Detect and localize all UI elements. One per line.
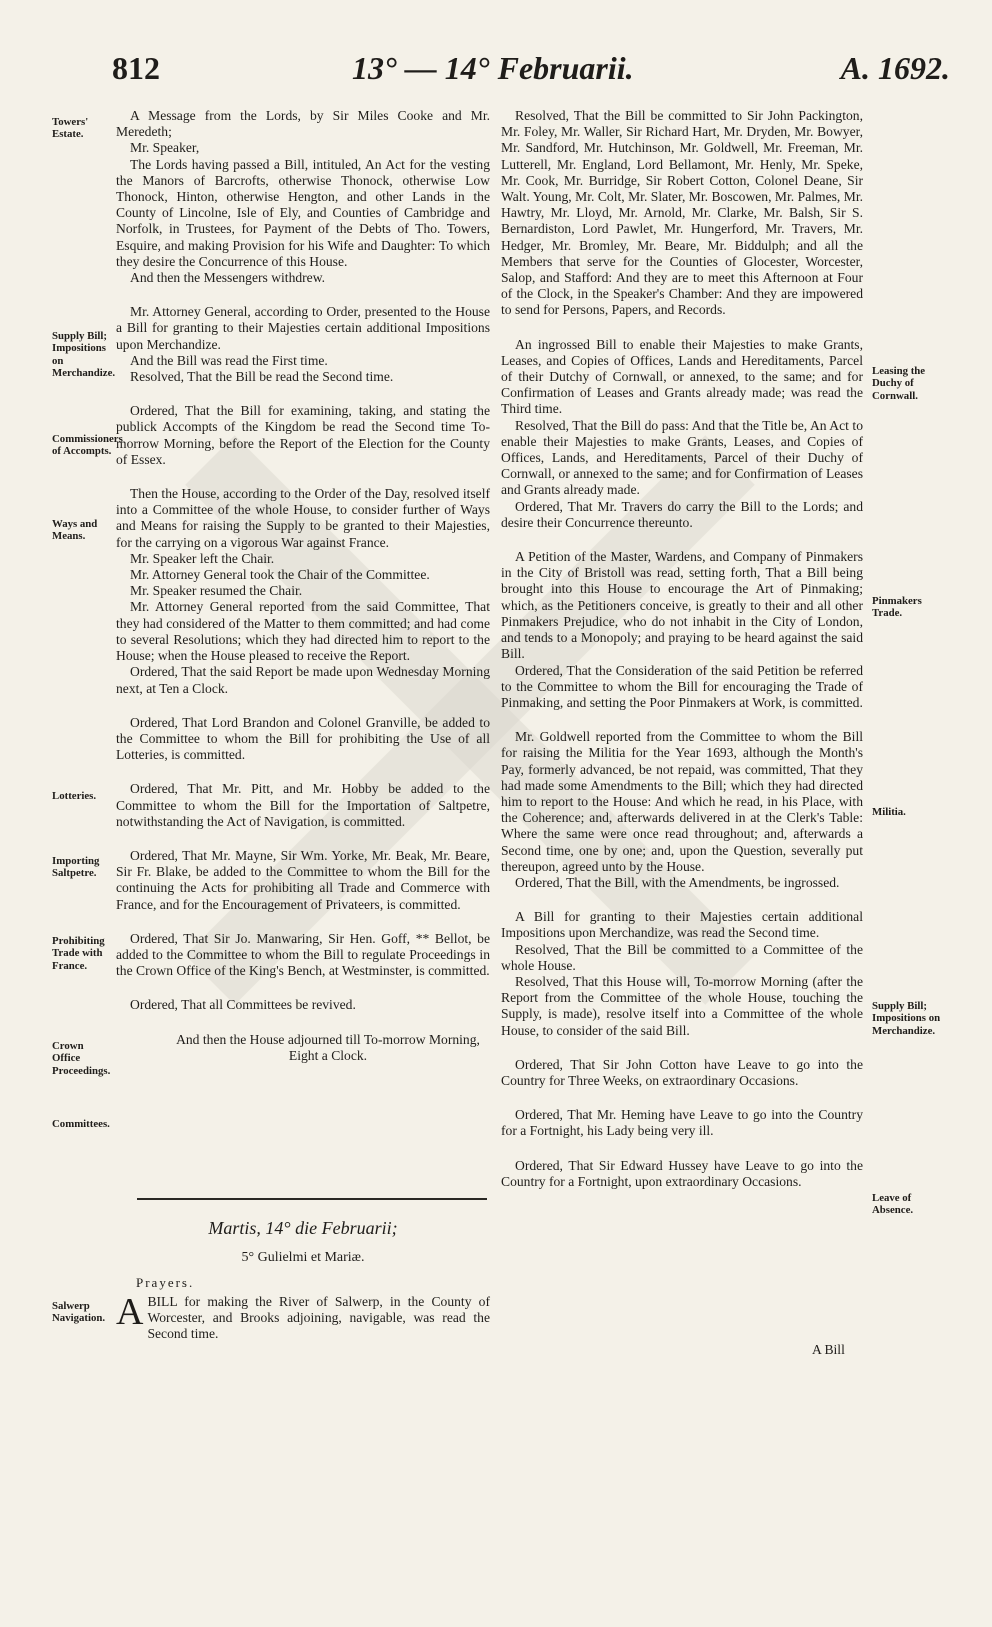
paragraph: Then the House, according to the Order of the Day, resolved itself into a Committee of the whole House, to consider further of Ways and Means for raising the Supply to be granted to their Majesties, for the carrying on a vigorous War against France. bbox=[116, 486, 490, 550]
entry-towers-estate bbox=[116, 108, 490, 286]
margin-note: Leave of Absence. bbox=[872, 1192, 914, 1217]
margin-note: Supply Bill; Impositions on Merchandize. bbox=[52, 330, 116, 380]
paragraph: Mr. Speaker left the Chair. bbox=[130, 550, 275, 566]
paragraph: Ordered, That the Consideration of the said Petition be referred to the Committee to whom the Bill for encouraging the Trade of Pinmaking, and setting the Poor Pinmakers at Work, is committed. bbox=[501, 662, 863, 710]
paragraph: Ordered, That Mr. Heming have Leave to go into the Country for a Fortnight, his Lady being very ill. bbox=[501, 1107, 863, 1139]
margin-note: Crown Office Proceedings. bbox=[52, 1040, 111, 1077]
paragraph: Resolved, That the Bill do pass: And that the Title be, An Act to enable their Majesties to make Grants, Leases, and Copies of Offices, Lands, and Hereditaments, Parcel of their Duchy of Cornwall, or annexed to the same; and for Confirmation of Leases and Grants already made. bbox=[501, 417, 863, 498]
page-number: 812 bbox=[112, 50, 160, 86]
paragraph: Ordered, That Mr. Pitt, and Mr. Hobby be added to the Committee to whom the Bill for the Importation of Saltpetre, notwithstanding the Act of Navigation, is committed. bbox=[116, 781, 490, 829]
paragraph: Resolved, That this House will, To-morrow Morning (after the Report from the Committee of the whole House, touching the Supply, is made), resolve itself into a Committee of the whole House, to consider of the said Bill. bbox=[501, 973, 863, 1038]
entry-saltpetre bbox=[116, 781, 490, 830]
margin-note: Committees. bbox=[52, 1118, 110, 1130]
drop-cap: A bbox=[116, 1291, 144, 1333]
entry-adjourn bbox=[116, 1032, 490, 1064]
paragraph: Ordered, That Lord Brandon and Colonel Granville, be added to the Committee to whom the Bill for prohibiting the Use of all Lotteries, is committed. bbox=[116, 714, 490, 763]
paragraph: Ordered, That the Bill, with the Amendments, be ingrossed. bbox=[515, 874, 840, 890]
entry-leave-hussey bbox=[501, 1158, 863, 1190]
page-header bbox=[0, 50, 992, 100]
margin-note: Militia. bbox=[872, 806, 906, 818]
paragraph: Mr. Speaker, bbox=[130, 140, 200, 156]
margin-note: Ways and Means. bbox=[52, 518, 98, 543]
right-column bbox=[501, 108, 863, 1208]
paragraph: And the Bill was read the First time. bbox=[130, 352, 328, 368]
margin-note: Commissioners of Accompts. bbox=[52, 433, 123, 458]
paragraph: Ordered, That Mr. Mayne, Sir Wm. Yorke, Mr. Beak, Mr. Beare, Sir Fr. Blake, be added to the Committee to whom the Bill for the continuing the Acts for prohibiting all Trade and Commerce with France, and for the Encouragement of Privateers, is committed. bbox=[116, 847, 490, 912]
margin-note: Salwerp Navigation. bbox=[52, 1300, 106, 1325]
header-date: 13° — 14° Februarii. bbox=[352, 50, 634, 86]
entry-leave-cotton bbox=[501, 1057, 863, 1089]
margin-note: Prohibiting Trade with France. bbox=[52, 935, 105, 972]
entry-leave-heming bbox=[501, 1107, 863, 1139]
entry-france-trade bbox=[116, 848, 490, 913]
margin-note: Supply Bill; Impositions on Merchandize. bbox=[872, 1000, 941, 1037]
prayers-heading: Prayers. bbox=[136, 1275, 195, 1290]
paragraph: An ingrossed Bill to enable their Majesties to make Grants, Leases, and Copies of Offices, Lands and Hereditaments, Parcel of their Dutchy of Cornwall, or annexed, to the same; and for Confirmation of Leases and Grants already made; was read the Third time. bbox=[501, 336, 863, 417]
paragraph: Ordered, That Sir John Cotton have Leave to go into the Country for Three Weeks, on extraordinary Occasions. bbox=[501, 1056, 863, 1088]
entry-militia bbox=[501, 729, 863, 891]
entry-lotteries bbox=[116, 715, 490, 764]
regnal-year: 5° Gulielmi et Mariæ. bbox=[241, 1250, 365, 1265]
paragraph: Ordered, That the Bill for examining, taking, and stating the publick Accompts of the Kingdom be read the Second time To-morrow Morning, before the Report of the Election for the County of Essex. bbox=[116, 403, 490, 467]
paragraph: A Bill for granting to their Majesties certain additional Impositions upon Merchandize, was read the Second time. bbox=[501, 909, 863, 941]
paragraph: Resolved, That the Bill be read the Second time. bbox=[130, 369, 394, 385]
margin-note: Pinmakers Trade. bbox=[872, 595, 922, 620]
header-year: A. 1692. bbox=[840, 50, 950, 86]
paragraph: Mr. Goldwell reported from the Committee to whom the Bill for raising the Militia for the Year 1693, although the Month's Pay, formerly advanced, be not repaid, was committed, That they had made some Amendments to the Bill; which they had directed him to report to the House: And which he read, in his Place, with the Coherence; and, afterwards delivered in at the Clerk's Table: Where the same were once read throughout; and, afterwards a Second time, one by one; and, upon the Question, severally put thereupon, agreed unto by the House. bbox=[501, 729, 863, 874]
entry-committees bbox=[116, 997, 490, 1013]
paragraph: The Lords having passed a Bill, intituled, An Act for the vesting the Manors of Barcrofts, otherwise Thonock, otherwise Low Thonock, Hinton, otherwise Hengton, and other Lands in the County of Lincolne, Isle of Ely, and Counties of Cambridge and Norfolk, in Trustees, for Payment of the Debts of Tho. Towers, Esquire, and making Provision for his Wife and Daughter: To which they desire the Concurrence of this House. bbox=[116, 156, 490, 269]
paragraph: Mr. Speaker resumed the Chair. bbox=[130, 583, 303, 599]
entry-supply-bill bbox=[116, 304, 490, 385]
left-column bbox=[116, 108, 490, 1082]
entry-accompts bbox=[116, 403, 490, 468]
entry-supply-second bbox=[501, 909, 863, 1039]
paragraph: Ordered, That all Committees be revived. bbox=[130, 997, 356, 1013]
paragraph: Ordered, That Sir Jo. Manwaring, Sir Hen. Goff, ** Bellot, be added to the Committee to whom the Bill to regulate Proceedings in the Crown Office of the King's Bench, at Westminster, is committed. bbox=[116, 930, 490, 979]
paragraph: BILL for making the River of Salwerp, in the County of Worcester, and Brooks adjoining, navigable, was read the Second time. bbox=[147, 1294, 490, 1342]
margin-note: Importing Saltpetre. bbox=[52, 855, 100, 880]
day-heading: Martis, 14° die Februarii; bbox=[208, 1218, 398, 1238]
paragraph: A Petition of the Master, Wardens, and Company of Pinmakers in the City of Bristoll was read, setting forth, That a Bill being brought into this House to encourage the Art of Pinmaking; which, as the Petitioners conceive, is greatly to their and all other Pinmakers Prejudice, who do not inhabit in the City of London, and tends to a Monopoly; and praying to be heard against the said Bill. bbox=[501, 549, 863, 662]
paragraph: Ordered, That Mr. Travers do carry the Bill to the Lords; and desire their Concurrence thereunto. bbox=[501, 498, 863, 530]
paragraph: Mr. Attorney General reported from the said Committee, That they had considered of the Matter to them committed; and had come to several Resolutions; which they had directed him to report to the House; when the House pleased to receive the Report. bbox=[116, 599, 490, 664]
paragraph: Resolved, That the Bill be committed to Sir John Packington, Mr. Foley, Mr. Waller, Sir Richard Hart, Mr. Dryden, Mr. Bowyer, Mr. Sandford, Mr. Hutchinson, Mr. Goldwell, Mr. Freeman, Mr. Lutterell, Mr. England, Lord Bellamont, Mr. Henly, Mr. Speke, Mr. Cook, Mr. Burridge, Sir Robert Cotton, Colonel Deane, Sir Walt. Young, Mr. Colt, Mr. Slater, Mr. Boscowen, Mr. Palmes, Mr. Hawtry, Mr. Lloyd, Mr. Arnold, Mr. Clarke, Mr. Balsh, Sir S. Bernardiston, Lord Pawlet, Mr. Hungerford, Mr. Travers, Mr. Hedger, Mr. Bromley, Mr. Beare, Mr. Biddulph; and all the Members that serve for the Counties of Glocester, Worcester, Salop, and Stafford: And they are to meet this Afternoon at Four of the Clock, in the Speaker's Chamber: And they are impowered to send for Persons, Papers, and Records. bbox=[501, 108, 863, 318]
margin-note: Leasing the Duchy of Cornwall. bbox=[872, 365, 926, 402]
margin-note: Towers' Estate. bbox=[52, 116, 89, 141]
paragraph: Mr. Attorney General took the Chair of the Committee. bbox=[130, 567, 430, 583]
entry-cornwall bbox=[501, 337, 863, 531]
catchword: A Bill bbox=[812, 1342, 845, 1357]
paragraph: Mr. Attorney General, according to Order, presented to the House a Bill for granting to their Majesties certain additional Impositions upon Merchandize. bbox=[116, 304, 490, 352]
entry-salwerp bbox=[116, 1291, 490, 1343]
paragraph: Resolved, That the Bill be committed to a Committee of the whole House. bbox=[501, 941, 863, 973]
paragraph: And then the Messengers withdrew. bbox=[130, 270, 326, 286]
paragraph: A Message from the Lords, by Sir Miles Cooke and Mr. Meredeth; bbox=[116, 108, 490, 140]
entry-committal bbox=[501, 108, 863, 319]
section-divider bbox=[137, 1198, 487, 1200]
adjourn-text: And then the House adjourned till To-morrow Morning, Eight a Clock. bbox=[176, 1031, 480, 1063]
entry-crown-office bbox=[116, 931, 490, 980]
margin-note: Lotteries. bbox=[52, 790, 97, 802]
entry-ways-means bbox=[116, 486, 490, 697]
paragraph: Ordered, That the said Report be made upon Wednesday Morning next, at Ten a Clock. bbox=[116, 664, 490, 696]
entry-pinmakers bbox=[501, 549, 863, 711]
paragraph: Ordered, That Sir Edward Hussey have Leave to go into the Country for a Fortnight, upon extraordinary Occasions. bbox=[501, 1157, 863, 1189]
